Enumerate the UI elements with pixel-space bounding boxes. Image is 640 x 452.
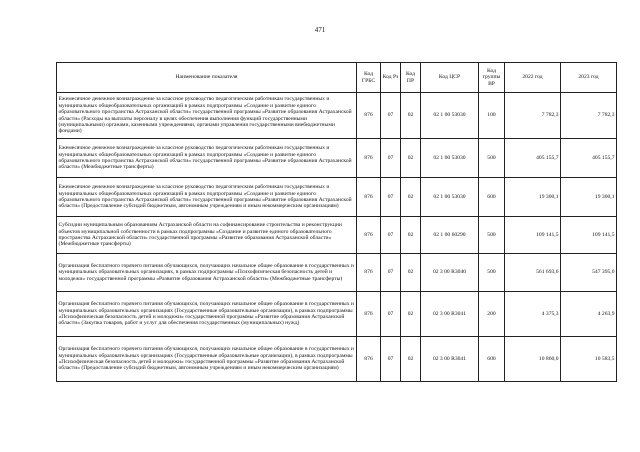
- cell-rz: 07: [381, 93, 401, 139]
- cell-vr: 500: [479, 139, 505, 178]
- header-2023: 2023 год: [561, 63, 617, 93]
- cell-csr: 02 3 00 R3041: [421, 337, 479, 382]
- table-row: [57, 292, 617, 337]
- cell-2023: 7 782,3: [561, 93, 617, 139]
- cell-pr: 02: [401, 139, 421, 178]
- cell-pr: 02: [401, 254, 421, 292]
- cell-rz: 07: [381, 139, 401, 178]
- header-vr: Код группы ВР: [479, 63, 505, 93]
- budget-table: [56, 62, 617, 382]
- cell-csr: 02 1 00 53030: [421, 139, 479, 178]
- cell-2022: 109 141,5: [505, 217, 561, 254]
- cell-2022: 19 300,1: [505, 178, 561, 217]
- cell-2023: 109 141,5: [561, 217, 617, 254]
- cell-csr: 02 1 00 53030: [421, 178, 479, 217]
- cell-name: Организация бесплатного горячего питания обучающихся, получающих начальное общее образование в государственных и муниципальных образовательных организациях (Государственные образовательные организации), в рамках подпрограммы «Психофизическая безопасность детей и молодежи» государственной программы «Развитие образования Астраханской области» (Предоставление субсидий бюджетным, автономным учреждениям и иным некоммерческим организациям): [57, 337, 357, 382]
- cell-2023: 547 395,0: [561, 254, 617, 292]
- cell-grbs: 876: [357, 93, 381, 139]
- cell-grbs: 876: [357, 178, 381, 217]
- cell-rz: 07: [381, 292, 401, 337]
- header-grbs: Код ГРБС: [357, 63, 381, 93]
- cell-vr: 500: [479, 217, 505, 254]
- cell-csr: 02 1 00 60290: [421, 217, 479, 254]
- cell-2023: 19 300,1: [561, 178, 617, 217]
- cell-name: Ежемесячное денежное вознаграждение за классное руководство педагогическим работникам государственных и муниципальных общеобразовательных организаций в рамках подпрограммы «Создание и развитие единого образовательного пространства Астраханской области» государственной программы «Развитие образования Астраханской области» (Предоставление субсидий бюджетным, автономным учреждениям и иным некоммерческим организациям): [57, 178, 357, 217]
- cell-csr: 02 3 00 R3040: [421, 254, 479, 292]
- table-row: [57, 337, 617, 382]
- header-2022: 2022 год: [505, 63, 561, 93]
- cell-2022: 7 782,3: [505, 93, 561, 139]
- cell-pr: 02: [401, 217, 421, 254]
- cell-pr: 02: [401, 93, 421, 139]
- cell-grbs: 876: [357, 292, 381, 337]
- cell-vr: 600: [479, 337, 505, 382]
- cell-2022: 4 375,3: [505, 292, 561, 337]
- header-pr: Код ПР: [401, 63, 421, 93]
- table-row: [57, 217, 617, 254]
- cell-2023: 4 263,9: [561, 292, 617, 337]
- header-name: Наименование показателя: [57, 63, 357, 93]
- cell-grbs: 876: [357, 139, 381, 178]
- cell-2023: 10 583,5: [561, 337, 617, 382]
- cell-vr: 200: [479, 292, 505, 337]
- cell-grbs: 876: [357, 217, 381, 254]
- table-row: [57, 93, 617, 139]
- cell-2022: 405 155,7: [505, 139, 561, 178]
- cell-vr: 100: [479, 93, 505, 139]
- cell-vr: 600: [479, 178, 505, 217]
- cell-name: Ежемесячное денежное вознаграждение за классное руководство педагогическим работникам государственных и муниципальных общеобразовательных организаций в рамках подпрограммы «Создание и развитие единого образовательного пространства Астраханской области» государственной программы «Развитие образования Астраханской области» (Межбюджетные трансферты): [57, 139, 357, 178]
- cell-csr: 02 1 00 53030: [421, 93, 479, 139]
- table-row: [57, 178, 617, 217]
- cell-2023: 405 155,7: [561, 139, 617, 178]
- cell-name: Организация бесплатного горячего питания обучающихся, получающих начальное общее образование в государственных и муниципальных образовательных организациях, в рамках подпрограммы «Психофизическая безопасность детей и молодежи» государственной программы «Развитие образования Астраханской области» (Межбюджетные трансферты): [57, 254, 357, 292]
- cell-name: Ежемесячное денежное вознаграждение за классное руководство педагогическим работникам государственных и муниципальных общеобразовательных организаций в рамках подпрограммы «Создание и развитие единого образовательного пространства Астраханской области» государственной программы «Развитие образования Астраханской области» (Расходы на выплаты персоналу в целях обеспечения выполнения функций государственными (муниципальными) органами, казенными учреждениями, органами управления государственными внебюджетными фондами): [57, 93, 357, 139]
- table-header-row: [57, 63, 617, 93]
- cell-name: Субсидии муниципальным образованиям Астраханской области на софинансирование строительства и реконструкции объектов муниципальной собственности в рамках подпрограммы «Создание и развитие единого образовательного пространства Астраханской области» государственной программы «Развитие образования Астраханской области» (Межбюджетные трансферты): [57, 217, 357, 254]
- cell-csr: 02 3 00 R3041: [421, 292, 479, 337]
- cell-grbs: 876: [357, 254, 381, 292]
- table-row: [57, 254, 617, 292]
- cell-rz: 07: [381, 217, 401, 254]
- cell-pr: 02: [401, 337, 421, 382]
- cell-2022: 10 860,0: [505, 337, 561, 382]
- cell-name: Организация бесплатного горячего питания обучающихся, получающих начальное общее образование в государственных и муниципальных образовательных организациях (Государственные образовательные организации), в рамках подпрограммы «Психофизическая безопасность детей и молодежи» государственной программы «Развитие образования Астраханской области» (Закупка товаров, работ и услуг для обеспечения государственных (муниципальных) нужд): [57, 292, 357, 337]
- cell-rz: 07: [381, 178, 401, 217]
- cell-2022: 561 693,6: [505, 254, 561, 292]
- header-csr: Код ЦСР: [421, 63, 479, 93]
- header-rz: Код Рз: [381, 63, 401, 93]
- table-row: [57, 139, 617, 178]
- page-number: 471: [314, 26, 326, 34]
- cell-rz: 07: [381, 337, 401, 382]
- cell-pr: 02: [401, 292, 421, 337]
- cell-vr: 500: [479, 254, 505, 292]
- cell-rz: 07: [381, 254, 401, 292]
- cell-pr: 02: [401, 178, 421, 217]
- cell-grbs: 876: [357, 337, 381, 382]
